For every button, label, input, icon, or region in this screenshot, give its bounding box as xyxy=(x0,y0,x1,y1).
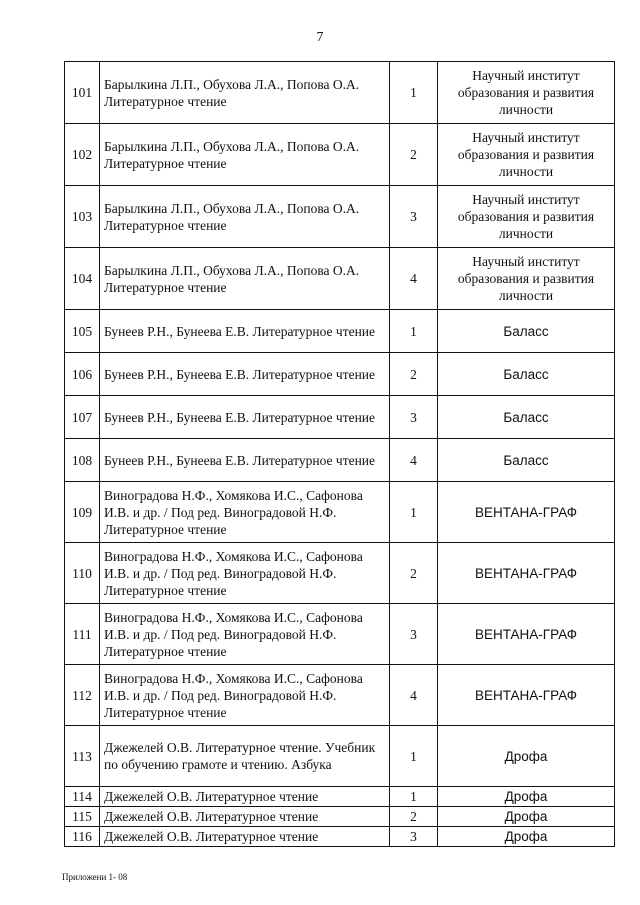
row-number: 101 xyxy=(65,62,100,124)
row-number: 113 xyxy=(65,726,100,787)
row-author-title: Джежелей О.В. Литературное чтение xyxy=(100,807,390,827)
row-publisher: Дрофа xyxy=(438,787,615,807)
row-number: 106 xyxy=(65,353,100,396)
row-author-title: Бунеев Р.Н., Бунеева Е.В. Литературное чтение xyxy=(100,310,390,353)
row-number: 109 xyxy=(65,482,100,543)
table-row xyxy=(65,396,615,439)
table-row xyxy=(65,726,615,787)
row-grade: 3 xyxy=(390,396,438,439)
row-number: 110 xyxy=(65,543,100,604)
table-row xyxy=(65,248,615,310)
row-grade: 1 xyxy=(390,726,438,787)
table-row xyxy=(65,665,615,726)
row-number: 103 xyxy=(65,186,100,248)
page-number: 7 xyxy=(316,30,324,45)
row-number: 105 xyxy=(65,310,100,353)
row-publisher: Дрофа xyxy=(438,726,615,787)
textbook-table xyxy=(64,61,615,847)
row-author-title: Барылкина Л.П., Обухова Л.А., Попова О.А. Литературное чтение xyxy=(100,124,390,186)
row-grade: 2 xyxy=(390,353,438,396)
row-author-title: Барылкина Л.П., Обухова Л.А., Попова О.А. Литературное чтение xyxy=(100,248,390,310)
row-publisher: Научный институт образования и развития личности xyxy=(438,186,615,248)
table-row xyxy=(65,787,615,807)
row-grade: 4 xyxy=(390,439,438,482)
row-number: 111 xyxy=(65,604,100,665)
row-publisher: ВЕНТАНА-ГРАФ xyxy=(438,543,615,604)
row-author-title: Джежелей О.В. Литературное чтение xyxy=(100,787,390,807)
row-grade: 3 xyxy=(390,827,438,847)
row-number: 108 xyxy=(65,439,100,482)
row-grade: 2 xyxy=(390,543,438,604)
row-number: 102 xyxy=(65,124,100,186)
row-author-title: Барылкина Л.П., Обухова Л.А., Попова О.А. Литературное чтение xyxy=(100,186,390,248)
page-footer: Приложени 1- 08 xyxy=(62,872,128,882)
table-row xyxy=(65,186,615,248)
row-author-title: Бунеев Р.Н., Бунеева Е.В. Литературное чтение xyxy=(100,396,390,439)
row-grade: 4 xyxy=(390,248,438,310)
row-number: 116 xyxy=(65,827,100,847)
row-grade: 2 xyxy=(390,807,438,827)
row-author-title: Джежелей О.В. Литературное чтение. Учебник по обучению грамоте и чтению. Азбука xyxy=(100,726,390,787)
row-publisher: Научный институт образования и развития личности xyxy=(438,248,615,310)
row-author-title: Виноградова Н.Ф., Хомякова И.С., Сафонова И.В. и др. / Под ред. Виноградовой Н.Ф. Литературное чтение xyxy=(100,543,390,604)
row-author-title: Виноградова Н.Ф., Хомякова И.С., Сафонова И.В. и др. / Под ред. Виноградовой Н.Ф. Литературное чтение xyxy=(100,604,390,665)
table-row xyxy=(65,482,615,543)
row-author-title: Виноградова Н.Ф., Хомякова И.С., Сафонова И.В. и др. / Под ред. Виноградовой Н.Ф. Литературное чтение xyxy=(100,482,390,543)
row-publisher: ВЕНТАНА-ГРАФ xyxy=(438,604,615,665)
row-grade: 3 xyxy=(390,604,438,665)
table-row xyxy=(65,310,615,353)
row-number: 104 xyxy=(65,248,100,310)
row-grade: 1 xyxy=(390,787,438,807)
row-publisher: Баласс xyxy=(438,396,615,439)
row-publisher: Дрофа xyxy=(438,827,615,847)
row-publisher: Дрофа xyxy=(438,807,615,827)
table-row xyxy=(65,124,615,186)
row-author-title: Джежелей О.В. Литературное чтение xyxy=(100,827,390,847)
row-number: 112 xyxy=(65,665,100,726)
row-number: 107 xyxy=(65,396,100,439)
row-author-title: Барылкина Л.П., Обухова Л.А., Попова О.А. Литературное чтение xyxy=(100,62,390,124)
row-publisher: Научный институт образования и развития личности xyxy=(438,62,615,124)
row-publisher: Научный институт образования и развития личности xyxy=(438,124,615,186)
row-publisher: ВЕНТАНА-ГРАФ xyxy=(438,665,615,726)
row-grade: 2 xyxy=(390,124,438,186)
row-grade: 1 xyxy=(390,62,438,124)
table-row xyxy=(65,807,615,827)
row-author-title: Бунеев Р.Н., Бунеева Е.В. Литературное чтение xyxy=(100,353,390,396)
table-row xyxy=(65,543,615,604)
row-number: 114 xyxy=(65,787,100,807)
row-author-title: Виноградова Н.Ф., Хомякова И.С., Сафонова И.В. и др. / Под ред. Виноградовой Н.Ф. Литературное чтение xyxy=(100,665,390,726)
table-row xyxy=(65,827,615,847)
table-row xyxy=(65,353,615,396)
row-number: 115 xyxy=(65,807,100,827)
row-publisher: Баласс xyxy=(438,353,615,396)
row-grade: 4 xyxy=(390,665,438,726)
row-publisher: ВЕНТАНА-ГРАФ xyxy=(438,482,615,543)
table-row xyxy=(65,604,615,665)
row-grade: 1 xyxy=(390,310,438,353)
table-row xyxy=(65,439,615,482)
row-author-title: Бунеев Р.Н., Бунеева Е.В. Литературное чтение xyxy=(100,439,390,482)
row-publisher: Баласс xyxy=(438,439,615,482)
row-grade: 1 xyxy=(390,482,438,543)
row-grade: 3 xyxy=(390,186,438,248)
table-row xyxy=(65,62,615,124)
row-publisher: Баласс xyxy=(438,310,615,353)
